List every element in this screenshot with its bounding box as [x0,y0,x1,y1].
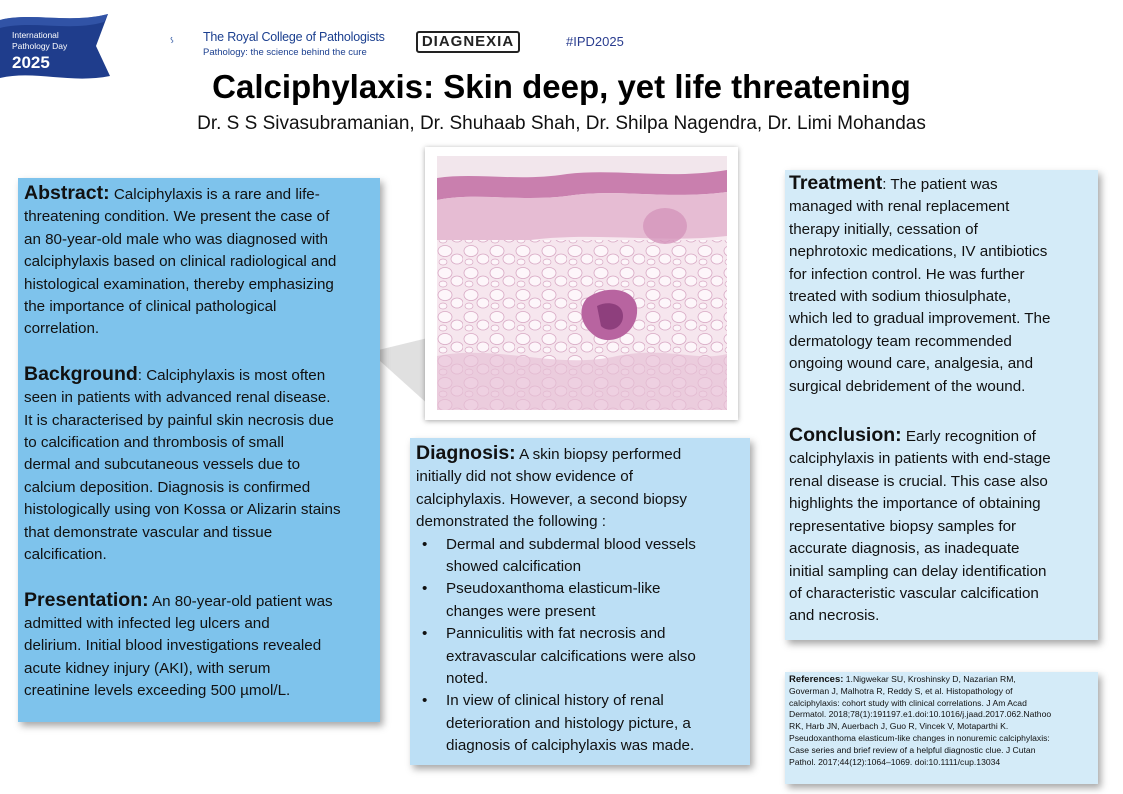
reference-line: Dermatol. 2018;78(1):191197.e1.doi:10.1016/j.jaad.2017.062.Nathoo [789,709,1052,720]
finding-line: In view of clinical history of renal [446,692,664,710]
background-line: histologically using von Kossa or Alizarin stains [24,501,341,519]
background-line: : Calciphylaxis is most often [137,366,326,384]
abstract-line: an 80-year-old male who was diagnosed with [24,230,328,248]
treatment-line: which led to gradual improvement. The [789,310,1051,328]
reference-line: 1.Nigwekar SU, Kroshinsky D, Nazarian RM, [843,674,1016,684]
abstract-panel [18,178,380,722]
treatment-line: nephrotoxic medications, IV antibiotics [789,243,1048,261]
presentation-line: An 80-year-old patient was [148,592,333,610]
abstract-line: correlation. [24,320,100,338]
treatment-line: : The patient was [882,176,998,193]
conclusion-line: initial sampling can delay identification [789,562,1047,580]
conclusion-line: Early recognition of [901,428,1036,446]
diagnosis-line: A skin biopsy performed [515,446,682,463]
list-item [416,534,744,579]
treatment-line: therapy initially, cessation of [789,220,978,238]
treatment-line: ongoing wound care, analgesia, and [789,355,1034,373]
diagnosis-line: calciphylaxis. However, a second biopsy [416,490,687,508]
conclusion-line: calciphylaxis in patients with end-stage [789,450,1051,468]
banner-line-2: Pathology Day [12,41,68,51]
conclusion-line: highlights the importance of obtaining [789,495,1041,513]
finding-line: changes were present [446,602,596,620]
references-panel [785,672,1098,784]
diagnosis-panel [410,438,750,765]
conclusion-line: and necrosis. [789,607,880,625]
presentation-line: acute kidney injury (AKI), with serum [24,659,271,677]
background-line: calcification. [24,546,107,564]
reference-line: Goverman J, Malhotra R, Reddy S, et al. Histopathology of [789,685,1013,696]
background-line: calcium deposition. Diagnosis is confirmed [24,478,311,496]
reference-line: Pseudoxanthoma elasticum-like changes in nonuremic calciphylaxis: [789,732,1050,743]
finding-line: Panniculitis with fat necrosis and [446,625,666,643]
background-line: seen in patients with advanced renal disease. [24,389,331,407]
finding-line: showed calcification [446,558,582,576]
treatment-line: managed with renal replacement [789,198,1010,216]
diagnosis-line: initially did not show evidence of [416,468,633,486]
finding-line: noted. [446,670,489,688]
banner-line-1: International [12,30,59,40]
references-heading: References: [789,674,844,685]
diagnosis-section [416,442,744,758]
reference-line: RK, Harb JN, Auerbach J, Guo R, Vincek V, Motaparthi K. [789,721,1009,732]
abstract-heading: Abstract: [24,182,110,204]
background-heading: Background [24,362,138,385]
presentation-line: admitted with infected leg ulcers and [24,614,270,632]
diagnosis-findings-list [416,534,744,758]
finding-line: Pseudoxanthoma elasticum-like [446,580,661,598]
background-section [24,363,374,567]
presentation-heading: Presentation: [24,588,149,611]
abstract-line: histological examination, thereby emphasizing [24,275,334,293]
treatment-line: treated with sodium thiosulphate, [789,288,1012,306]
conclusion-line: accurate diagnosis, as inadequate [789,540,1020,558]
background-line: It is characterised by painful skin necrosis due [24,411,334,429]
list-item [416,578,744,623]
diagnexia-logo: DIAGNEXIA [416,31,520,53]
abstract-line: Calciphylaxis is a rare and life- [109,186,320,203]
reference-line: Case series and brief review of a helpful diagnostic clue. J Cutan [789,744,1036,755]
treatment-heading: Treatment [789,172,883,194]
rcp-logo [170,18,200,62]
abstract-line: the importance of clinical pathological [24,298,277,316]
rcp-name: The Royal College of Pathologists [203,30,385,44]
treatment-section [789,172,1094,398]
rcp-tagline: Pathology: the science behind the cure [203,47,367,58]
presentation-section [24,589,374,703]
background-line: dermal and subcutaneous vessels due to [24,456,301,474]
finding-line: deterioration and histology picture, a [446,714,691,732]
conclusion-line: representative biopsy samples for [789,517,1017,535]
diagnosis-heading: Diagnosis: [416,442,516,464]
presentation-line: delirium. Initial blood investigations revealed [24,637,322,655]
list-item [416,690,744,757]
presentation-line: creatinine levels exceeding 500 µmol/L. [24,682,291,700]
conclusion-line: of characteristic vascular calcification [789,584,1039,602]
background-line: to calcification and thrombosis of small [24,434,284,452]
conclusion-heading: Conclusion: [789,424,902,447]
treatment-line: surgical debridement of the wound. [789,377,1026,395]
background-line: that demonstrate vascular and tissue [24,523,273,541]
finding-line: extravascular calcifications were also [446,647,696,665]
diagnosis-line: demonstrated the following : [416,513,606,531]
abstract-line: threatening condition. We present the case of [24,208,330,226]
poster-title: Calciphylaxis: Skin deep, yet life threatening [212,68,911,105]
finding-line: Dermal and subdermal blood vessels [446,535,696,553]
treatment-panel [785,170,1098,640]
author-list: Dr. S S Sivasubramanian, Dr. Shuhaab Shah, Dr. Shilpa Nagendra, Dr. Limi Mohandas [197,113,926,134]
treatment-line: dermatology team recommended [789,332,1012,350]
hashtag: #IPD2025 [566,34,624,49]
list-item [416,623,744,690]
reference-line: calciphylaxis: cohort study with clinical correlations. J Am Acad [789,697,1027,708]
abstract-section [24,182,374,341]
conclusion-line: renal disease is crucial. This case also [789,472,1048,490]
abstract-line: calciphylaxis based on clinical radiological and [24,253,337,271]
reference-line: Pathol. 2017;44(12):1064–1069. doi:10.1111/cup.13034 [789,756,1001,767]
finding-line: diagnosis of calciphylaxis was made. [446,737,695,755]
histology-micrograph-image [437,156,727,410]
conclusion-section [789,424,1094,628]
banner-year: 2025 [12,53,50,72]
treatment-line: for infection control. He was further [789,265,1025,283]
